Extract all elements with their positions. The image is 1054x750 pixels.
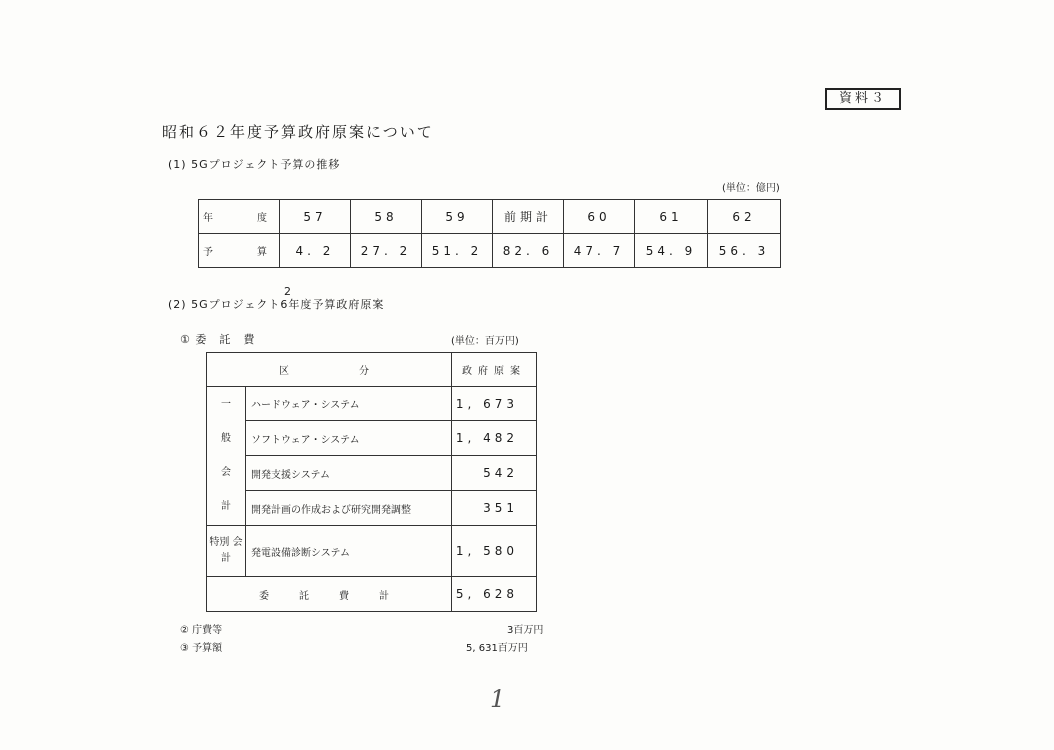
item-name: 発電設備診断システム <box>246 526 452 577</box>
commission-label: ① 委 託 費 <box>180 333 256 346</box>
general-char: 一 <box>221 399 231 410</box>
row-label: 年 度 <box>199 200 280 234</box>
general-char: 般 <box>221 433 231 444</box>
row-label: 予 算 <box>199 234 280 268</box>
commission-unit: (単位：百万円) <box>451 336 519 347</box>
item-value: 351 <box>452 491 537 526</box>
office-expenses-value: 3百万円 <box>507 625 544 636</box>
item-name: ソフトウェア・システム <box>246 421 452 456</box>
year-cell: 59 <box>422 200 493 234</box>
table-row <box>207 353 537 387</box>
header-category: 区 分 <box>207 353 452 387</box>
table-row <box>199 234 781 268</box>
year-cell: 61 <box>635 200 708 234</box>
section2-heading <box>168 296 384 312</box>
table-row <box>207 456 537 491</box>
table-row <box>199 200 781 234</box>
budget-total-label: ③ 予算額 <box>180 643 223 654</box>
budget-cell: 82. 6 <box>493 234 564 268</box>
document-badge: 資料３ <box>825 88 901 110</box>
table-row <box>207 387 537 421</box>
item-value: 1, 482 <box>452 421 537 456</box>
table-row <box>207 577 537 612</box>
total-value: 5, 628 <box>452 577 537 612</box>
budget-total-value: 5, 631百万円 <box>466 643 528 654</box>
budget-cell: 54. 9 <box>635 234 708 268</box>
special-account-label: 特別 会計 <box>207 526 246 577</box>
item-name: ハードウェア・システム <box>246 387 452 421</box>
year-cell: 60 <box>564 200 635 234</box>
table-row <box>207 421 537 456</box>
item-name: 開発計画の作成および研究開発調整 <box>246 491 452 526</box>
general-char: 会 <box>221 467 231 478</box>
budget-cell: 51. 2 <box>422 234 493 268</box>
total-label: 委 託 費 計 <box>207 577 452 612</box>
budget-cell: 27. 2 <box>351 234 422 268</box>
budget-trend-table <box>198 199 781 268</box>
budget-cell: 47. 7 <box>564 234 635 268</box>
header-value: 政府原案 <box>452 353 537 387</box>
item-value: 542 <box>452 456 537 491</box>
year-cell: 62 <box>708 200 781 234</box>
section2-heading-tail: 年度予算政府原案 <box>288 298 385 311</box>
item-value: 1, 580 <box>452 526 537 577</box>
office-expenses-label: ② 庁費等 <box>180 625 223 636</box>
budget-cell: 4. 2 <box>280 234 351 268</box>
item-name: 開発支援システム <box>246 456 452 491</box>
general-char: 計 <box>221 501 231 512</box>
budget-cell: 56. 3 <box>708 234 781 268</box>
section1-heading: (1) 5Gプロジェクト予算の推移 <box>168 158 341 171</box>
page-number: 1 <box>490 685 506 713</box>
table-row <box>207 526 537 577</box>
general-account-label <box>207 387 246 526</box>
year-cell: 58 <box>351 200 422 234</box>
item-value: 1, 673 <box>452 387 537 421</box>
year-cell: 57 <box>280 200 351 234</box>
page-title: 昭和６２年度予算政府原案について <box>162 123 434 141</box>
handwritten-mark: 2 <box>284 285 291 298</box>
commission-table <box>206 352 537 612</box>
table-row <box>207 491 537 526</box>
section1-unit: (単位：億円) <box>722 183 780 194</box>
year-cell: 前期計 <box>493 200 564 234</box>
section2-heading-text: (2) 5Gプロジェクト6 <box>168 298 289 311</box>
